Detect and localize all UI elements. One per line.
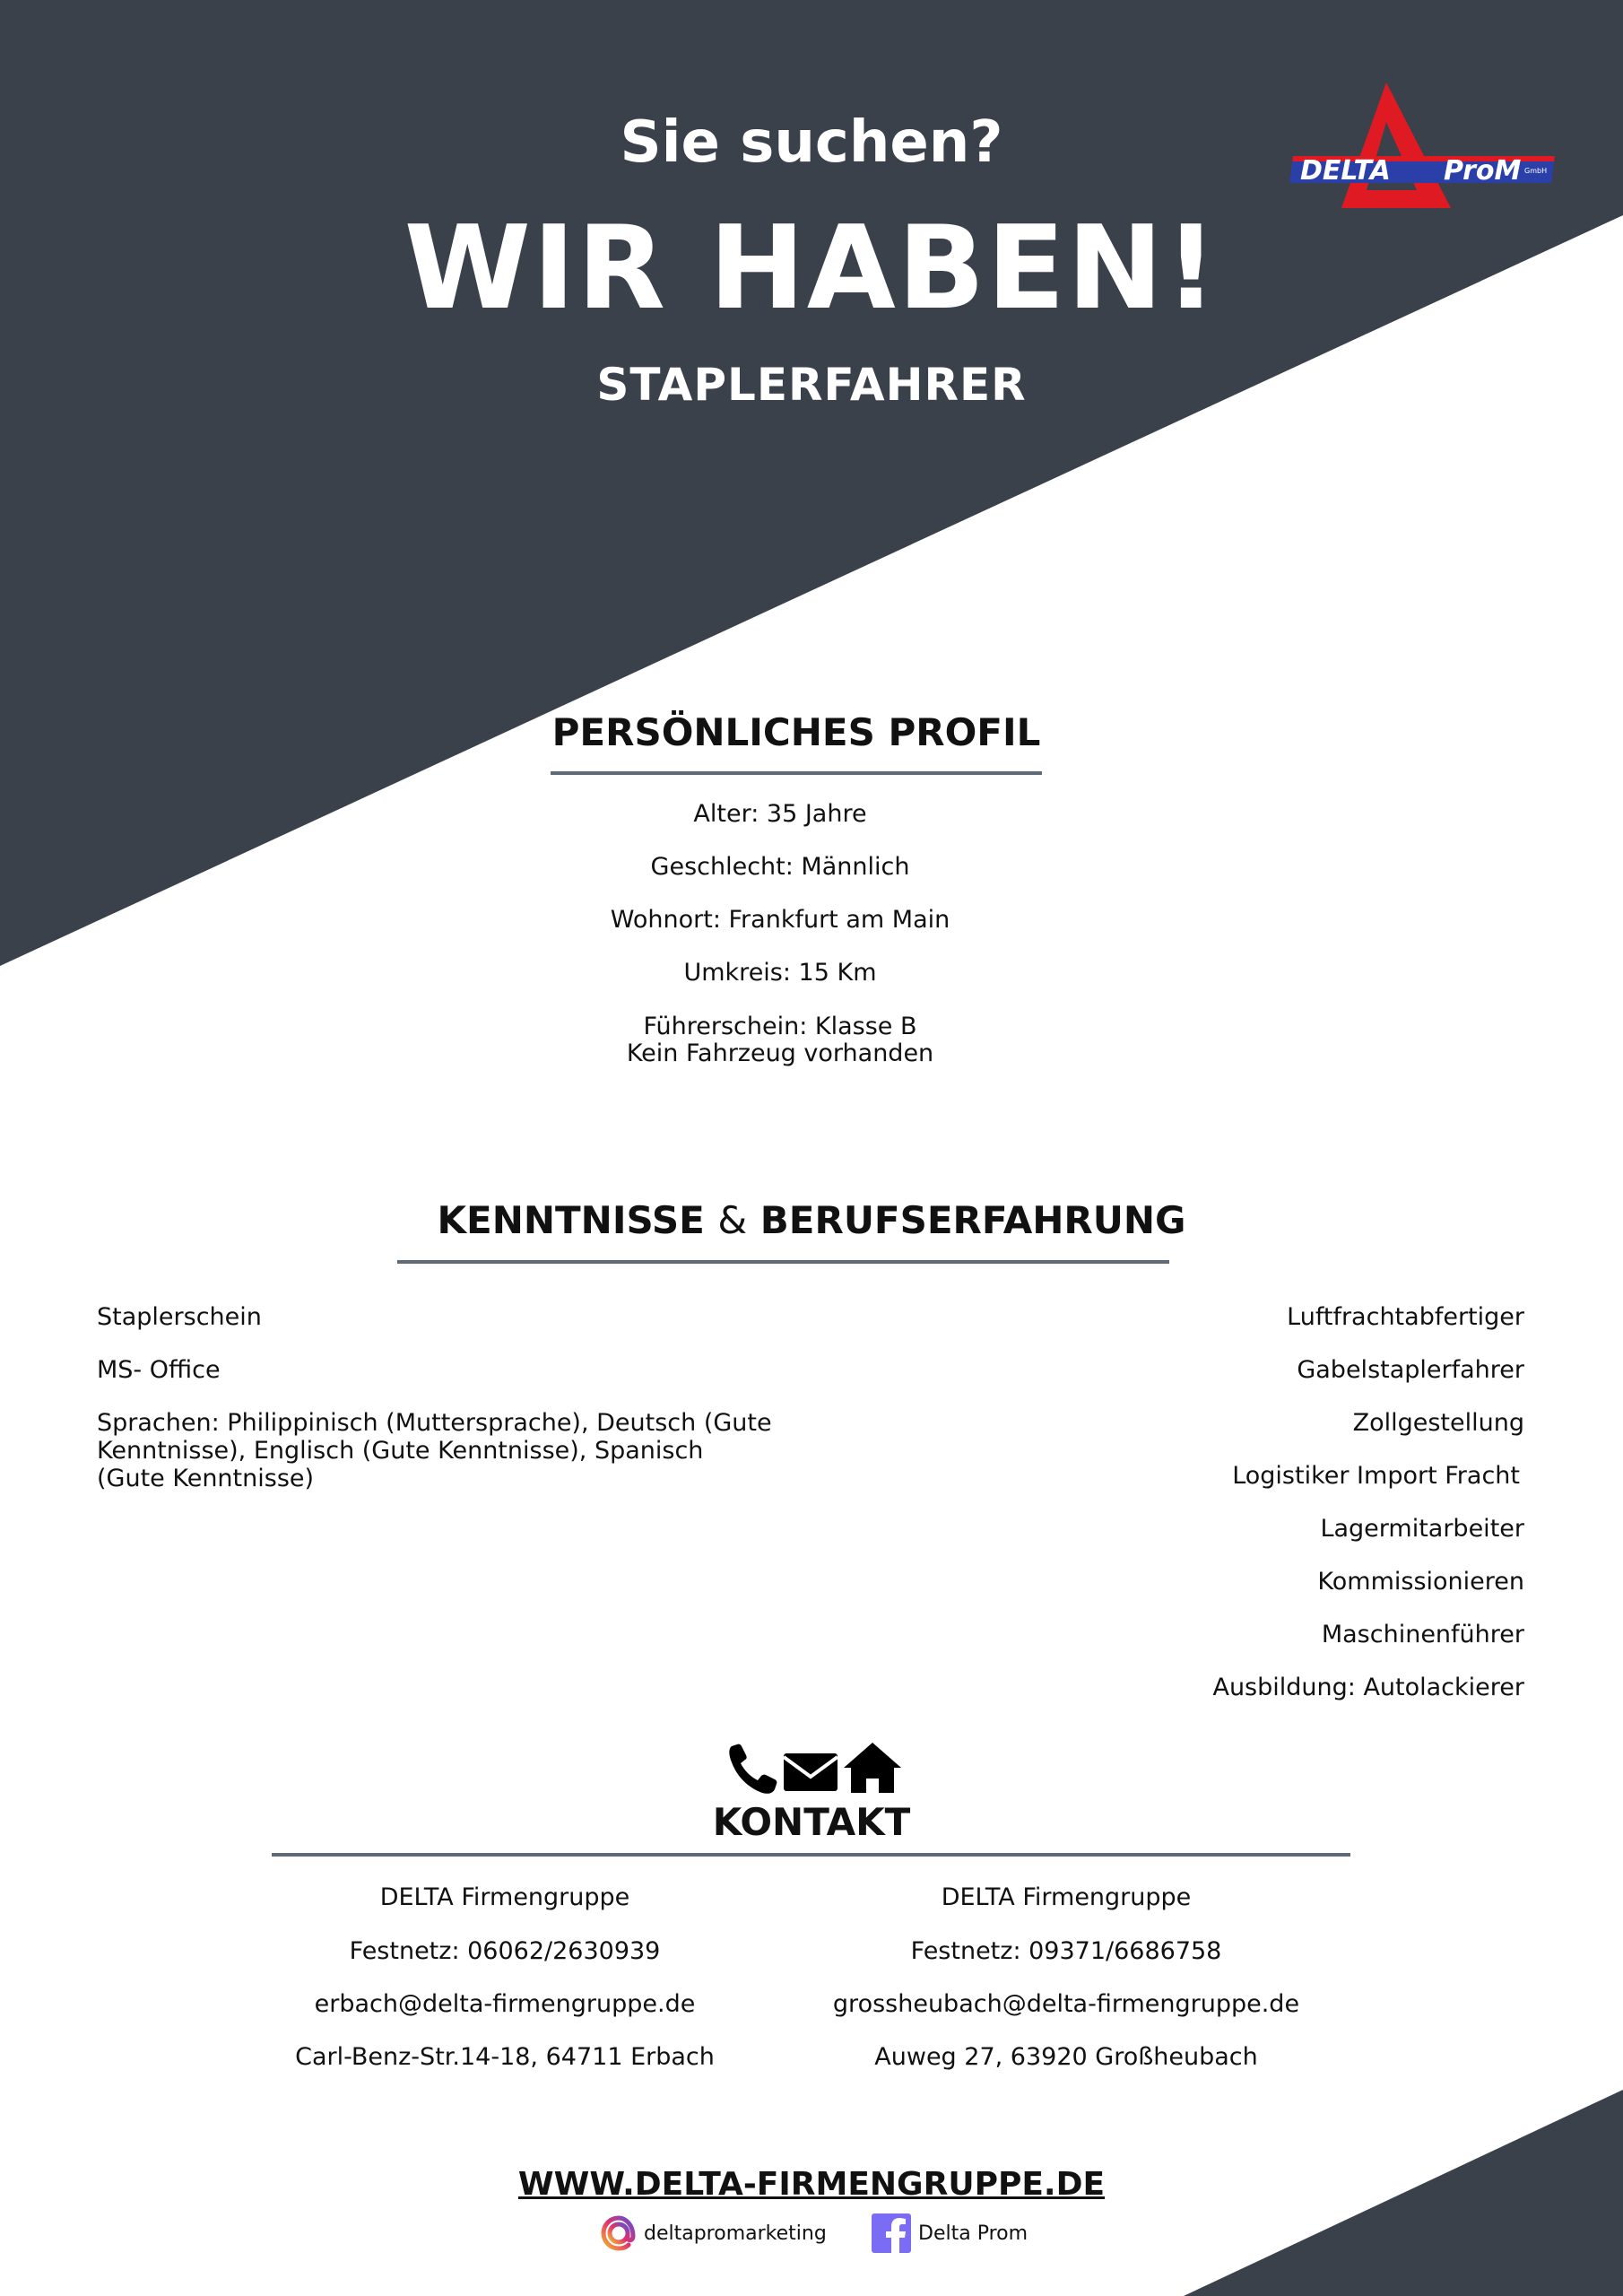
facebook-icon: [870, 2212, 913, 2255]
skills-heading: [363, 1198, 1260, 1242]
phone-icon: [729, 1744, 777, 1794]
contact-left-address: Carl-Benz-Str.14-18, 64711 Erbach: [295, 2043, 715, 2071]
header-title: WIR HABEN!: [404, 202, 1219, 335]
header-job: STAPLERFAHRER: [596, 359, 1027, 411]
experience-item-2: Gabelstaplerfahrer: [1297, 1356, 1524, 1384]
experience-item-6: Kommissionieren: [1317, 1568, 1524, 1596]
bottom-dark-triangle: [1184, 2090, 1623, 2296]
skills-heading-part1: KENNTNISSE: [437, 1198, 705, 1242]
profile-item-gender: Geschlecht: Männlich: [650, 853, 910, 881]
contact-heading: KONTAKT: [712, 1800, 911, 1844]
skill-item-ms-office: MS- Office: [97, 1356, 221, 1384]
instagram-handle: deltapromarketing: [644, 2222, 827, 2245]
website-link[interactable]: WWW.DELTA-FIRMENGRUPPE.DE: [517, 2166, 1106, 2203]
contact-right-company: DELTA Firmengruppe: [941, 1883, 1192, 1911]
contact-right-address: Auweg 27, 63920 Großheubach: [874, 2043, 1258, 2071]
facebook-link[interactable]: [870, 2212, 1049, 2255]
home-icon: [844, 1743, 901, 1793]
experience-item-4: Logistiker Import Fracht: [1232, 1462, 1520, 1490]
profile-item-residence: Wohnort: Frankfurt am Main: [610, 906, 950, 934]
logo-text-right: ProM: [1444, 155, 1522, 187]
profile-item-license: Führerschein: Klasse B: [643, 1013, 917, 1040]
profile-heading: PERSÖNLICHES PROFIL: [551, 710, 1041, 754]
skills-divider: [397, 1260, 1169, 1264]
experience-item-5: Lagermitarbeiter: [1320, 1515, 1524, 1543]
logo-text-left: DELTA: [1300, 155, 1391, 187]
skills-heading-amp: &: [717, 1198, 748, 1242]
profile-item-vehicle: Kein Fahrzeug vorhanden: [626, 1039, 934, 1067]
header-subtitle: Sie suchen?: [620, 109, 1003, 176]
logo: [1289, 83, 1558, 213]
instagram-icon: [599, 2213, 638, 2253]
logo-graphic: [1289, 83, 1558, 213]
contact-left-phone: Festnetz: 06062/2630939: [349, 1937, 661, 1965]
experience-item-1: Luftfrachtabfertiger: [1287, 1303, 1524, 1331]
instagram-link[interactable]: [599, 2212, 832, 2255]
contact-icons: [726, 1743, 906, 1796]
skill-item-languages: Sprachen: Philippinisch (Muttersprache), Deutsch (Gute Kenntnisse), Englisch (Gute Kenntnisse), Spanisch (Gute Kenntnisse): [97, 1409, 772, 1492]
contact-left-company: DELTA Firmengruppe: [379, 1883, 630, 1911]
experience-item-8: Ausbildung: Autolackierer: [1212, 1674, 1524, 1701]
skills-heading-part2: BERUFSERFAHRUNG: [759, 1198, 1186, 1242]
contact-right-email[interactable]: grossheubach@delta-firmengruppe.de: [832, 1990, 1300, 2018]
contact-right-phone: Festnetz: 09371/6686758: [910, 1937, 1222, 1965]
contact-left-email[interactable]: erbach@delta-firmengruppe.de: [314, 1990, 696, 2018]
mail-icon: [784, 1753, 838, 1791]
experience-item-3: Zollgestellung: [1352, 1409, 1524, 1437]
profile-divider: [551, 771, 1042, 775]
profile-item-radius: Umkreis: 15 Km: [683, 959, 877, 987]
skill-item-forklift-license: Staplerschein: [97, 1303, 262, 1331]
contact-divider: [272, 1853, 1350, 1857]
logo-text-small: GmbH: [1524, 167, 1548, 175]
experience-item-7: Maschinenführer: [1321, 1621, 1524, 1648]
facebook-name: Delta Prom: [918, 2222, 1028, 2245]
profile-item-age: Alter: 35 Jahre: [693, 800, 867, 828]
